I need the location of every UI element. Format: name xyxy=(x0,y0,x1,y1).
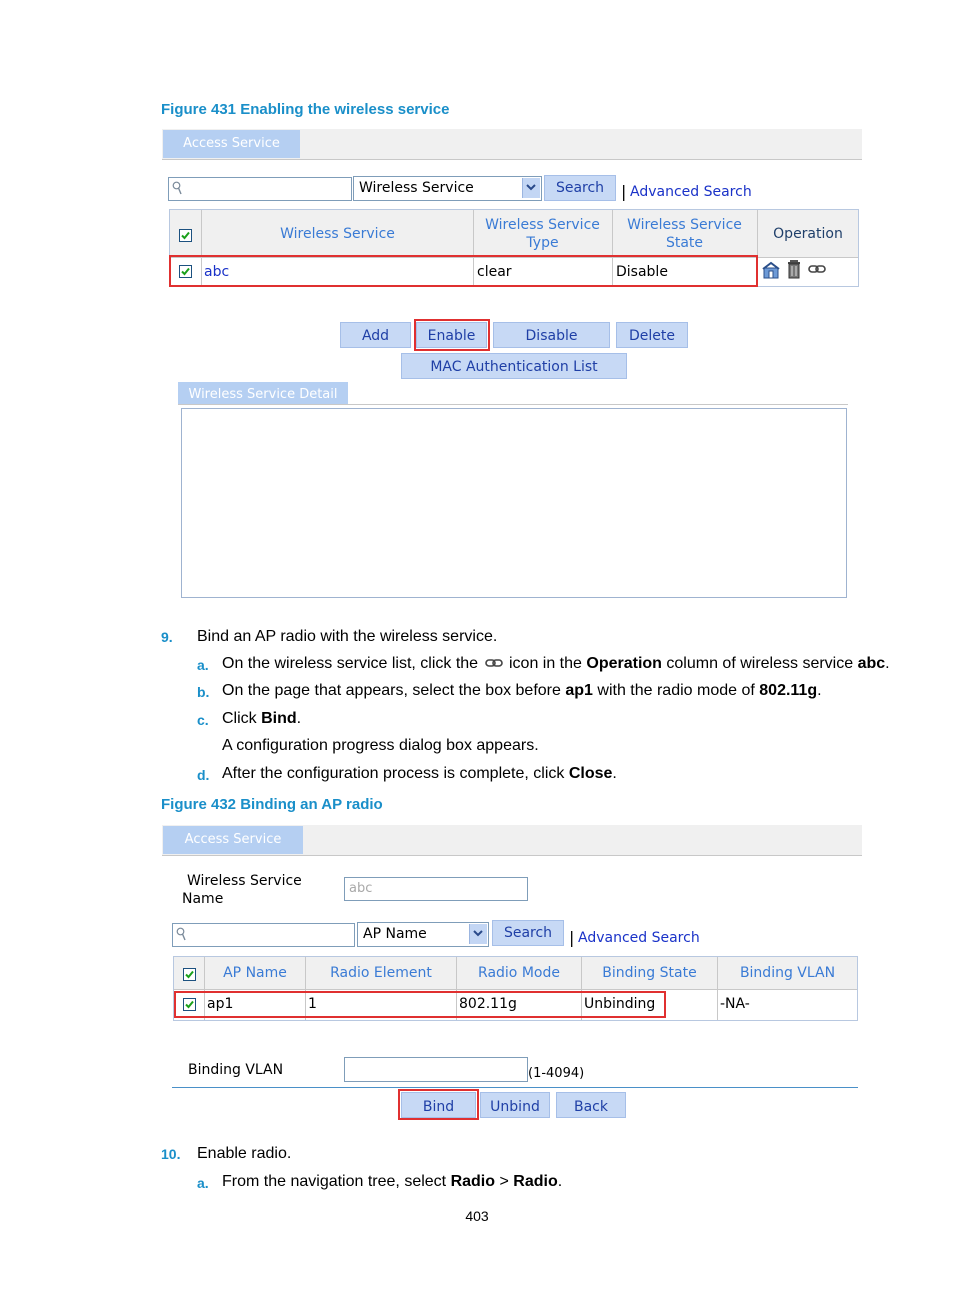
disable-button[interactable]: Disable xyxy=(493,322,610,348)
col-binding-state[interactable]: Binding State xyxy=(602,965,697,981)
step-9-text: Bind an AP radio with the wireless service. xyxy=(197,628,498,645)
bind-link-icon xyxy=(485,658,503,668)
enable-button[interactable]: Enable xyxy=(416,322,487,348)
highlight-row-ap1 xyxy=(174,991,666,1018)
step-9d-text: After the configuration process is complete, click Close. xyxy=(222,765,617,782)
chevron-down-icon xyxy=(522,178,540,198)
divider xyxy=(172,1087,858,1088)
separator: | xyxy=(621,182,627,201)
figure-431-caption: Figure 431 Enabling the wireless service xyxy=(161,101,450,118)
col-wireless-service-type[interactable]: Wireless Service Type xyxy=(485,216,600,251)
bind-button[interactable]: Bind xyxy=(401,1092,476,1118)
highlight-enable xyxy=(414,319,490,351)
search-field-select[interactable] xyxy=(353,176,542,201)
delete-icon[interactable] xyxy=(787,259,801,279)
advanced-search-link[interactable]: Advanced Search xyxy=(630,184,752,200)
highlight-row-abc xyxy=(169,255,758,287)
wireless-service-name-label: Wireless Service Name xyxy=(182,873,302,907)
tab-access-service[interactable]: Access Service xyxy=(163,826,303,854)
step-10-text: Enable radio. xyxy=(197,1145,292,1162)
row-binding-state: Unbinding xyxy=(584,996,656,1012)
row-radio-element: 1 xyxy=(308,996,317,1012)
row-radio-mode: 802.11g xyxy=(459,996,517,1012)
step-10a-letter: a. xyxy=(197,1175,209,1191)
back-button[interactable]: Back xyxy=(556,1092,626,1118)
step-10a-text: From the navigation tree, select Radio > Radio. xyxy=(222,1173,563,1190)
access-service-tabbar xyxy=(162,129,862,160)
select-all-checkbox[interactable] xyxy=(183,968,196,981)
row-service-type: clear xyxy=(477,264,512,280)
access-service-tabbar-2 xyxy=(162,825,862,856)
select-value: Wireless Service xyxy=(359,180,474,196)
search-button[interactable]: Search xyxy=(544,175,616,201)
search-input[interactable] xyxy=(168,177,352,201)
unbind-button[interactable]: Unbind xyxy=(480,1092,550,1118)
step-9c-letter: c. xyxy=(197,712,209,728)
step-9b-text: On the page that appears, select the box before ap1 with the radio mode of 802.11g. xyxy=(222,682,822,699)
wireless-service-detail-panel xyxy=(181,408,847,598)
step-9a-text: On the wireless service list, click the icon in the Operation column of wireless service abc. xyxy=(222,655,890,672)
search-field-select[interactable] xyxy=(357,922,489,947)
col-wireless-service-state[interactable]: Wireless Service State xyxy=(627,216,742,251)
separator: | xyxy=(569,928,575,947)
search-input[interactable] xyxy=(172,923,355,947)
col-wireless-service[interactable]: Wireless Service xyxy=(280,225,395,242)
page-number: 403 xyxy=(465,1208,489,1224)
search-icon xyxy=(172,181,182,195)
col-operation: Operation xyxy=(773,225,843,242)
highlight-bind xyxy=(398,1089,479,1120)
add-button[interactable]: Add xyxy=(340,322,411,348)
chevron-down-icon xyxy=(469,924,487,944)
row-service-name[interactable]: abc xyxy=(204,264,230,280)
edit-icon[interactable] xyxy=(761,260,781,280)
row-service-state: Disable xyxy=(616,264,668,280)
step-9a-letter: a. xyxy=(197,657,209,673)
binding-vlan-input[interactable] xyxy=(344,1057,528,1082)
figure-432-caption: Figure 432 Binding an AP radio xyxy=(161,796,383,813)
select-value: AP Name xyxy=(363,926,427,942)
step-9-number: 9. xyxy=(161,629,173,645)
row-binding-vlan: -NA- xyxy=(720,996,750,1012)
col-binding-vlan[interactable]: Binding VLAN xyxy=(739,965,836,981)
advanced-search-link[interactable]: Advanced Search xyxy=(578,930,700,946)
step-9c-text: Click Bind. xyxy=(222,710,302,727)
delete-button[interactable]: Delete xyxy=(616,322,688,348)
search-icon xyxy=(176,927,186,941)
binding-vlan-hint: (1-4094) xyxy=(528,1066,585,1081)
tab-access-service[interactable]: Access Service xyxy=(163,130,300,158)
col-ap-name[interactable]: AP Name xyxy=(223,965,287,981)
bind-link-icon[interactable] xyxy=(808,264,826,274)
col-radio-element[interactable]: Radio Element xyxy=(330,965,432,981)
step-9d-letter: d. xyxy=(197,767,210,783)
search-button[interactable]: Search xyxy=(492,920,564,946)
mac-authentication-list-button[interactable]: MAC Authentication List xyxy=(401,353,627,379)
step-9b-letter: b. xyxy=(197,684,210,700)
row-ap-name: ap1 xyxy=(207,996,234,1012)
select-all-checkbox[interactable] xyxy=(179,229,192,242)
step-9c-note: A configuration progress dialog box appears. xyxy=(222,737,539,754)
step-10-number: 10. xyxy=(161,1146,181,1162)
binding-vlan-label: Binding VLAN xyxy=(188,1062,284,1078)
col-radio-mode[interactable]: Radio Mode xyxy=(478,965,560,981)
wireless-service-name-field[interactable]: abc xyxy=(344,877,528,901)
tab-wireless-service-detail[interactable]: Wireless Service Detail xyxy=(178,382,348,404)
